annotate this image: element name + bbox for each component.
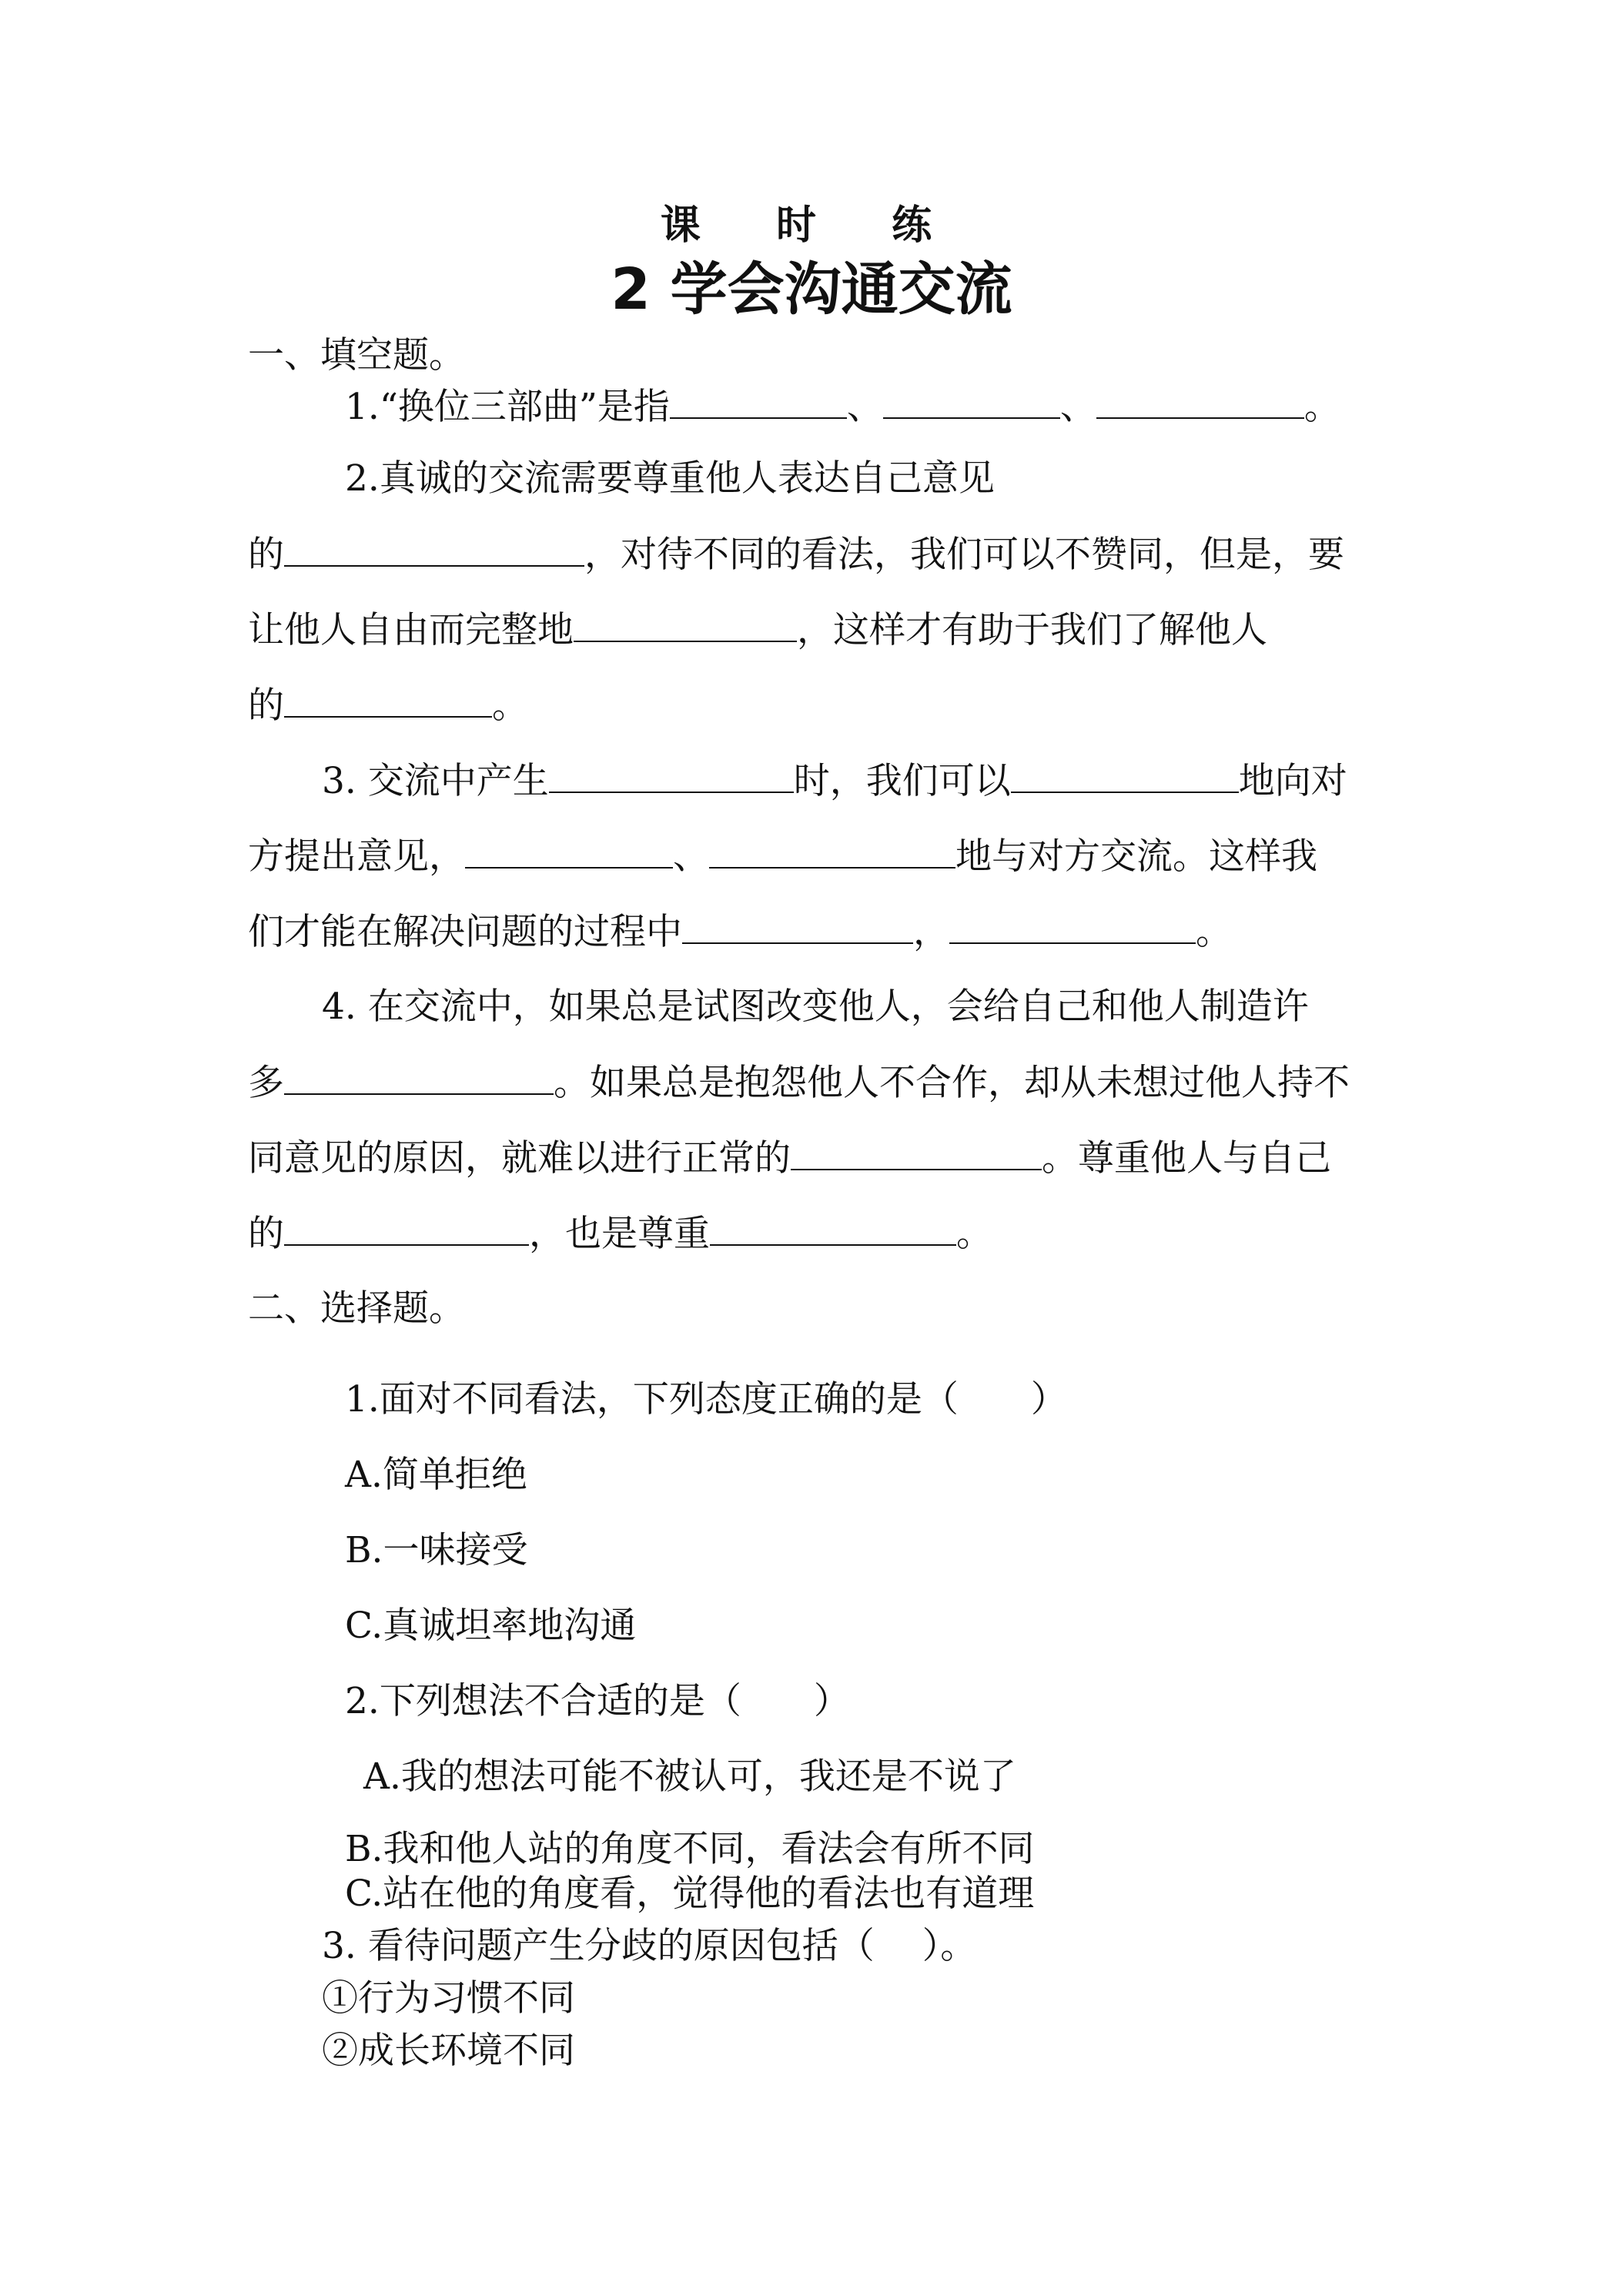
answer-blank[interactable] — [709, 833, 955, 869]
option-1[interactable]: ①行为习惯不同 — [322, 1977, 575, 2020]
answer-blank[interactable] — [465, 833, 673, 869]
q1-sep: 、 — [846, 386, 883, 428]
question-2-1-stem: 1.面对不同看法，下列态度正确的是（ ） — [345, 1378, 1067, 1421]
question-1-4-line2 — [248, 1059, 1350, 1106]
text: ，对待不同的看法，我们可以不赞同，但是，要 — [584, 534, 1344, 576]
question-1-1 — [345, 383, 1340, 430]
question-1-4-line1: 4. 在交流中，如果总是试图改变他人，会给自己和他人制造许 — [322, 986, 1309, 1028]
text: 们才能在解决问题的过程中 — [248, 911, 682, 953]
text: 。 — [492, 684, 528, 727]
option-c[interactable]: C.站在他的角度看，觉得他的看法也有道理 — [345, 1873, 1035, 1915]
q1-sep: 、 — [1059, 386, 1096, 428]
text: 3. 交流中产生 — [322, 760, 549, 802]
text: 。 — [956, 1213, 992, 1255]
text: 。如果总是抱怨他人不合作，却从未想过他人持不 — [554, 1062, 1350, 1104]
option-2[interactable]: ②成长环境不同 — [322, 2030, 575, 2072]
question-1-3-line1 — [322, 758, 1347, 805]
option-a[interactable]: A.我的想法可能不被认可，我还是不说了 — [363, 1755, 1016, 1798]
question-1-4-line3 — [248, 1135, 1331, 1182]
question-1-3-line2 — [248, 833, 1317, 880]
option-c[interactable]: C.真诚坦率地沟通 — [345, 1605, 637, 1647]
answer-blank[interactable] — [284, 1059, 554, 1095]
text: ， — [913, 911, 949, 953]
option-b[interactable]: B.一味接受 — [345, 1529, 528, 1571]
answer-blank[interactable] — [791, 1135, 1042, 1170]
answer-blank[interactable] — [549, 758, 794, 793]
text: 地与对方交流。这样我 — [955, 835, 1317, 878]
text: 的 — [248, 1213, 284, 1255]
text: 让他人自由而完整地 — [248, 609, 574, 651]
text: 地向对 — [1238, 760, 1347, 802]
text: 时，我们可以 — [793, 760, 1011, 802]
text: 、 — [673, 835, 709, 878]
text: 方提出意见， — [248, 835, 465, 878]
answer-blank[interactable] — [284, 1210, 529, 1246]
question-1-2-line3 — [248, 607, 1267, 654]
answer-blank[interactable] — [1096, 383, 1304, 419]
q1-end: 。 — [1303, 386, 1340, 428]
option-a[interactable]: A.简单拒绝 — [345, 1454, 527, 1496]
question-1-3-line3 — [248, 909, 1232, 956]
text: 的 — [248, 684, 284, 727]
answer-blank[interactable] — [883, 383, 1060, 419]
answer-blank[interactable] — [670, 383, 847, 419]
option-b[interactable]: B.我和他人站的角度不同，看法会有所不同 — [345, 1828, 1035, 1870]
text: 多 — [248, 1062, 284, 1104]
question-1-4-line4 — [248, 1210, 992, 1257]
question-2-2-stem: 2.下列想法不合适的是（ ） — [345, 1680, 850, 1722]
q1-prefix: 1.“换位三部曲”是指 — [345, 386, 670, 428]
text: 同意见的原因，就难以进行正常的 — [248, 1137, 791, 1180]
question-2-3-stem: 3. 看待问题产生分歧的原因包括（ ）。 — [322, 1925, 977, 1967]
question-1-2-line2 — [248, 531, 1344, 578]
text: 。尊重他人与自己 — [1042, 1137, 1331, 1180]
worksheet-header: 课 时 练 — [660, 202, 963, 249]
lesson-title: 2 学会沟通交流 — [611, 256, 1012, 323]
answer-blank[interactable] — [1011, 758, 1239, 793]
answer-blank[interactable] — [949, 909, 1196, 944]
question-1-2-line4 — [248, 682, 528, 729]
text: 的 — [248, 534, 284, 576]
text: 。 — [1196, 911, 1232, 953]
question-1-2-line1: 2.真诚的交流需要尊重他人表达自己意见 — [345, 457, 995, 500]
answer-blank[interactable] — [710, 1210, 956, 1246]
text: ，也是尊重 — [529, 1213, 710, 1255]
section1-heading: 一、填空题。 — [248, 334, 465, 377]
answer-blank[interactable] — [574, 607, 797, 642]
answer-blank[interactable] — [284, 682, 492, 718]
text: ，这样才有助于我们了解他人 — [797, 609, 1267, 651]
answer-blank[interactable] — [682, 909, 913, 944]
section2-heading: 二、选择题。 — [248, 1287, 465, 1330]
answer-blank[interactable] — [284, 531, 584, 567]
